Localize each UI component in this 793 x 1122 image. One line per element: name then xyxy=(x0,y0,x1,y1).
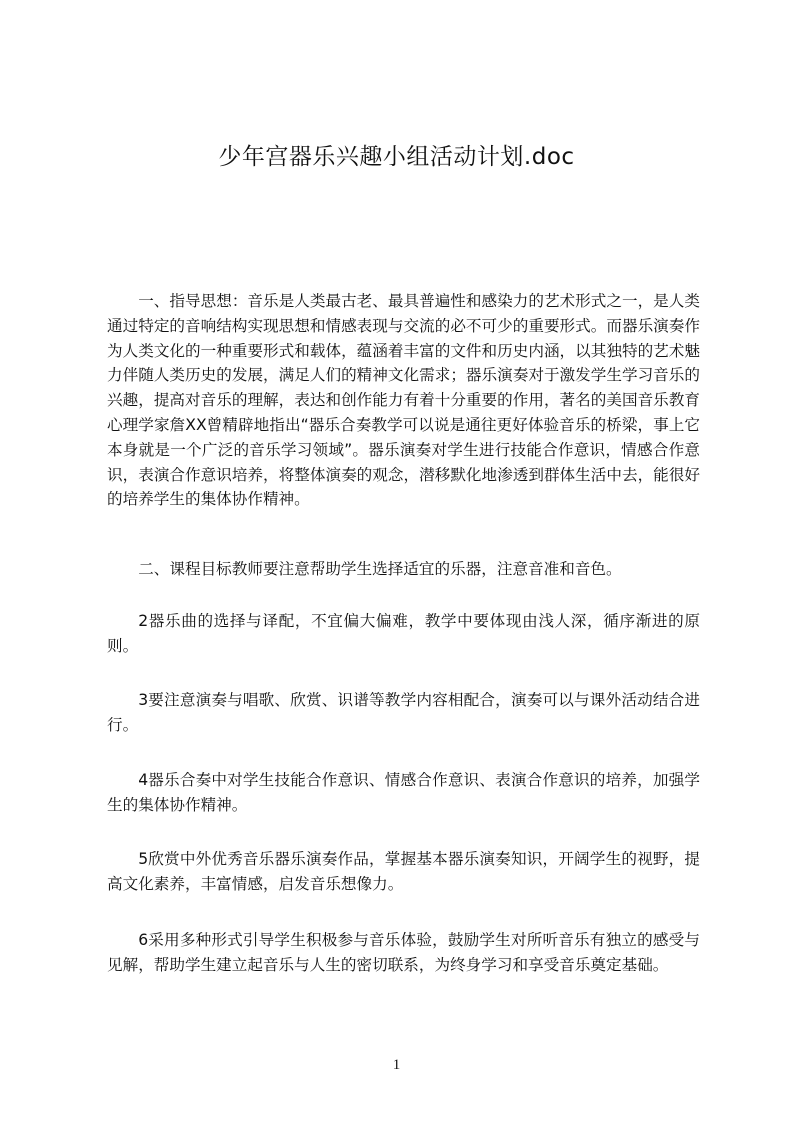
paragraph-item-6: 6采用多种形式引导学生积极参与音乐体验，鼓励学生对所听音乐有独立的感受与见解，帮助学生建立起音乐与人生的密切联系，为终身学习和享受音乐奠定基础。 xyxy=(107,931,700,974)
paragraph-item-3: 3要注意演奏与唱歌、欣赏、识谱等教学内容相配合，演奏可以与课外活动结合进行。 xyxy=(107,691,700,734)
paragraph-item-4: 4器乐合奏中对学生技能合作意识、情感合作意识、表演合作意识的培养，加强学生的集体协作精神。 xyxy=(107,771,700,814)
paragraph-item-2: 2器乐曲的选择与译配，不宜偏大偏难，教学中要体现由浅人深，循序渐进的原则。 xyxy=(107,612,700,655)
page-number: 1 xyxy=(392,1057,401,1073)
paragraph-guiding-ideology: 一、指导思想：音乐是人类最古老、最具普遍性和感染力的艺术形式之一，是人类通过特定的音响结构实现思想和情感表现与交流的必不可少的重要形式。而器乐演奏作为人类文化的一种重要形式和载体，蕴涵着丰富的文件和历史内涵，以其独特的艺术魅力伴随人类历史的发展，满足人们的精神文化需求；器乐演奏对于激发学生学习音乐的兴趣，提高对音乐的理解，表达和创作能力有着十分重要的作用，著名的美国音乐教育心理学家詹XX曾精辟地指出“器乐合奏教学可以说是通往更好体验音乐的桥梁，事上它本身就是一个广泛的音乐学习领域”。器乐演奏对学生进行技能合作意识，情感合作意识，表演合作意识培养，将整体演奏的观念，潜移默化地渗透到群体生活中去，能很好的培养学生的集体协作精神。 xyxy=(107,292,700,509)
document-title: 少年宫器乐兴趣小组活动计划.doc xyxy=(218,144,575,170)
paragraph-item-5: 5欣赏中外优秀音乐器乐演奏作品，掌握基本器乐演奏知识，开阔学生的视野，提高文化素养，丰富情感，启发音乐想像力。 xyxy=(107,850,700,893)
paragraph-course-goals: 二、课程目标教师要注意帮助学生选择适宜的乐器，注意音准和音色。 xyxy=(138,560,622,578)
